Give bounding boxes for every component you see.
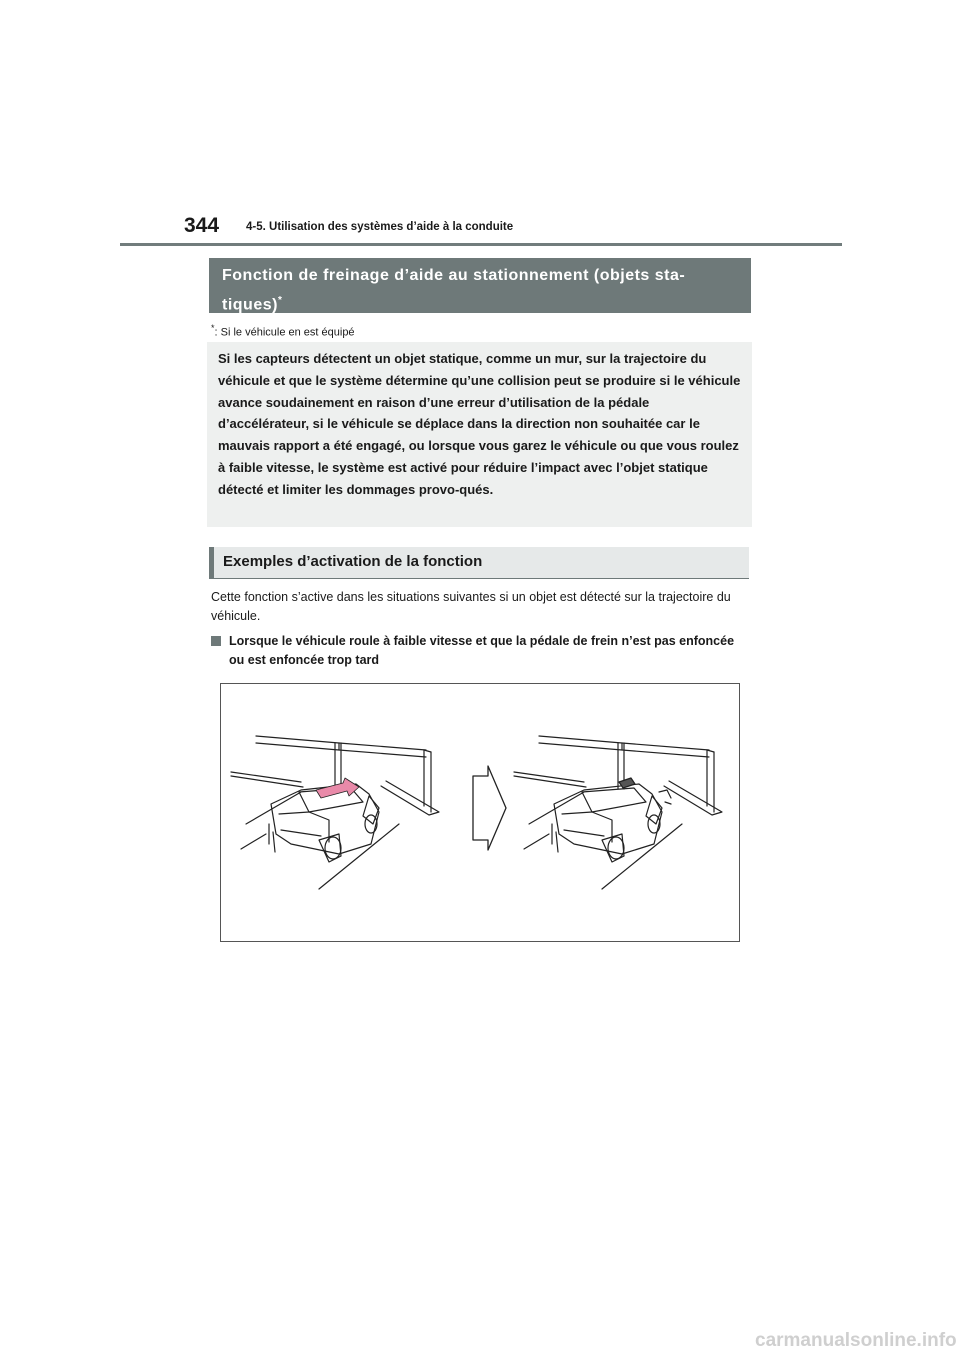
subsection-underline — [209, 578, 749, 579]
subsection-header — [209, 547, 749, 578]
square-bullet-icon — [211, 636, 221, 646]
title-footnote-marker: * — [277, 295, 283, 306]
parking-illustration — [221, 684, 741, 943]
right-scene — [514, 736, 722, 889]
sequence-arrow — [473, 766, 506, 850]
body-text: Cette fonction s’active dans les situations suivantes si un objet est détecté sur la trajectoire du véhicule. — [211, 590, 731, 623]
header-rule — [120, 243, 842, 246]
subsection-accent-bar — [209, 547, 214, 578]
subsection-title: Exemples d’activation de la fonction — [223, 553, 483, 570]
page-number: 344 — [184, 214, 220, 237]
footnote-marker: * — [211, 323, 215, 333]
motion-arrow — [316, 778, 359, 798]
left-scene — [231, 736, 439, 889]
intro-box — [207, 342, 752, 527]
footnote: *: Si le véhicule en est équipé — [211, 323, 355, 339]
illustration-figure — [220, 683, 740, 942]
section-title-bar — [209, 258, 751, 313]
situation-text: Lorsque le véhicule roule à faible vitesse et que la pédale de frein n’est pas enfoncée ou est enfoncée trop tard — [229, 634, 735, 667]
situation-item — [211, 632, 751, 670]
section-title: Fonction de freinage d’aide au stationnement (objets sta-tiques)* — [222, 267, 686, 314]
running-header: 4-5. Utilisation des systèmes d’aide à la conduite — [246, 221, 514, 233]
watermark: carmanualsonline.info — [755, 1330, 957, 1351]
intro-text: Si les capteurs détectent un objet statique, comme un mur, sur la trajectoire du véhicule et que le système détermine qu’une collision peut se produire si le véhicule avance soudainement en raison d’une erreur d’utilisation de la pédale d’accélérateur, si le véhicule se déplace dans la direction non souhaitée car le mauvais rapport a été engagé, ou lorsque vous garez le véhicule ou que vous roulez à faible vitesse, le système est activé pour réduire l’impact avec l’objet statique détecté et limiter les dommages provo-qués. — [218, 351, 741, 497]
